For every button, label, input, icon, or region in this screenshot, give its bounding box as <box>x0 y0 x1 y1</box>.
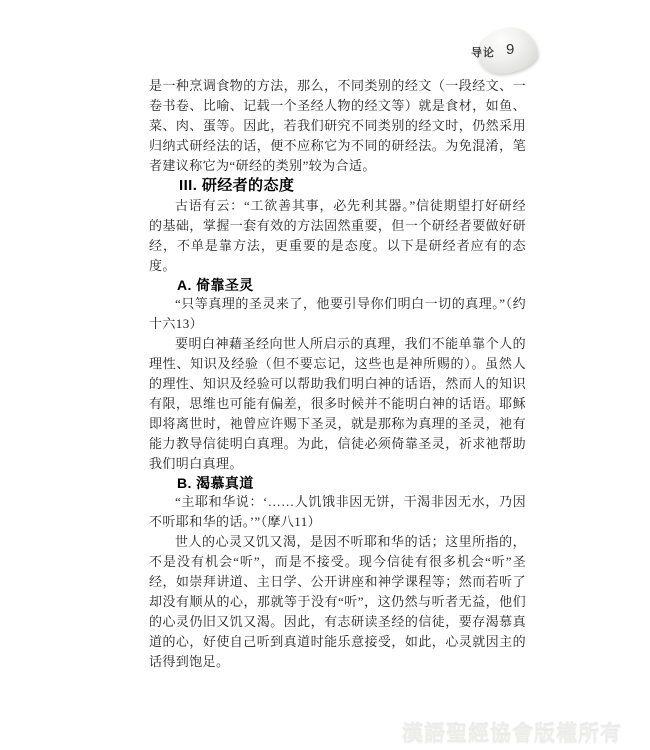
section-heading-iii: III. 研经者的态度 <box>179 177 295 194</box>
scripture-quote-a: “只等真理的圣灵来了，他要引导你们明白一切的真理。”（约十六13） <box>149 296 526 331</box>
chapter-label: 导论 <box>471 47 495 59</box>
paragraph-continuation: 是一种烹调食物的方法，那么，不同类别的经文（一段经文、一卷书卷、比喻、记载一个圣经人物的经文等）就是食材，如鱼、菜、肉、蛋等。因此，若我们研究不同类别的经文时，仍然采用归纳式研经法的话，便不应称它为不同的研经法。为免混淆，笔者建议称它为“研经的类别”较为合适。 <box>149 78 526 173</box>
paragraph-subsection-a: 要明白神藉圣经向世人所启示的真理，我们不能单靠个人的理性、知识及经验（但不要忘记，这些也是神所赐的）。虽然人的理性、知识及经验可以帮助我们明白神的话语，然而人的知识有限，思维也可能有偏差，很多时候并不能明白神的话语。耶稣即将离世时，祂曾应许赐下圣灵，就是那称为真理的圣灵，祂有能力教导信徒明白真理。为此，信徒必须倚靠圣灵，祈求祂帮助我们明白真理。 <box>149 336 526 471</box>
paragraph-subsection-b: 世人的心灵又饥又渴，是因不听耶和华的话；这里所指的，不是没有机会“听”，而是不接受。现今信徒有很多机会“听”圣经，如崇拜讲道、主日学、公开讲座和神学课程等；然而若听了却没有顺从的心，那就等于没有“听”，这仍然与听者无益，他们的心灵仍旧又饥又渴。因此，有志研读圣经的信徒，要存渴慕真道的心，好使自己听到真道时能乐意接受，如此，心灵就因主的话得到饱足。 <box>149 534 526 669</box>
subsection-heading-a: A. 倚靠圣灵 <box>177 277 254 293</box>
scripture-quote-b: “主耶和华说：‘……人饥饿非因无饼，干渴非因无水，乃因不听耶和华的话。’”（摩八11） <box>149 494 526 529</box>
copyright-watermark: 漢語聖經協會版權所有 <box>402 723 622 746</box>
text-block <box>149 76 526 672</box>
subsection-heading-b: B. 渴慕真道 <box>177 475 254 491</box>
page-number: 9 <box>506 41 515 58</box>
paragraph-section-iii: 古语有云：“工欲善其事，必先利其器。”信徒期望打好研经的基础，掌握一套有效的方法固然重要，但一个研经者要做好研经，不单是靠方法，更重要的是态度。以下是研经者应有的态度。 <box>149 198 526 273</box>
